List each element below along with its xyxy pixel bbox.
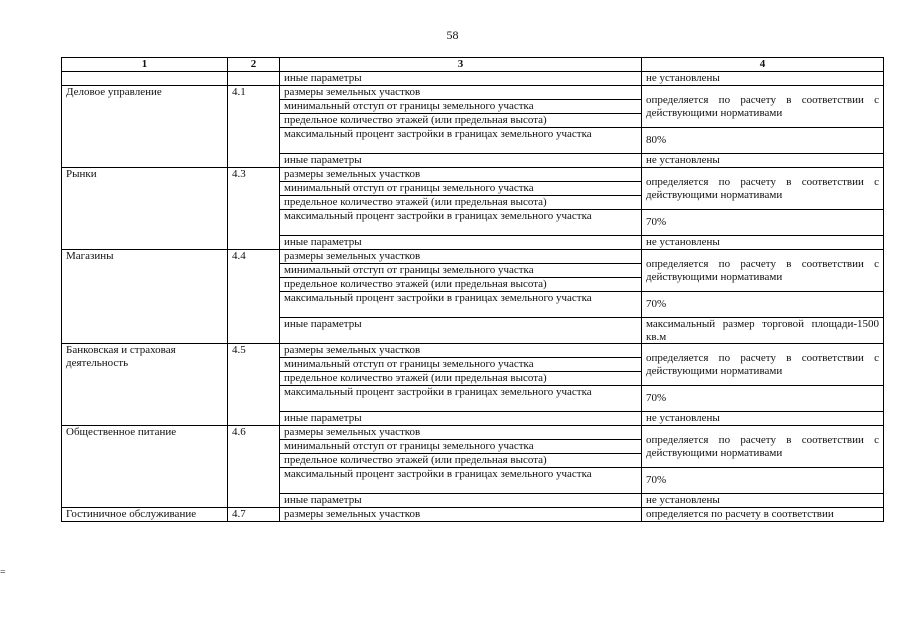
param-cell: минимальный отступ от границы земельного участка: [280, 358, 642, 372]
column-header-1: 1: [62, 58, 228, 72]
column-header-2: 2: [228, 58, 280, 72]
param-cell: размеры земельных участков: [280, 426, 642, 440]
param-cell: максимальный процент застройки в границах земельного участка: [280, 292, 642, 318]
other-value-cell: не установлены: [642, 494, 884, 508]
use-name-cell: Деловое управление: [62, 86, 228, 168]
use-code-cell: 4.6: [228, 426, 280, 508]
use-name-cell: Банковская и страховая деятельность: [62, 344, 228, 426]
calc-value-cell: определяется по расчету в соответствии с действующими нормативами: [642, 344, 884, 386]
use-code-cell: 4.3: [228, 168, 280, 250]
param-cell: иные параметры: [280, 494, 642, 508]
empty-cell: [62, 72, 228, 86]
percent-cell: 70%: [642, 386, 884, 412]
use-name-cell: Магазины: [62, 250, 228, 344]
calc-value-cell: определяется по расчету в соответствии: [642, 508, 884, 522]
param-cell: иные параметры: [280, 412, 642, 426]
param-cell: максимальный процент застройки в границах земельного участка: [280, 386, 642, 412]
param-cell: минимальный отступ от границы земельного участка: [280, 264, 642, 278]
table-row: [62, 250, 884, 264]
percent-cell: 70%: [642, 468, 884, 494]
param-cell: иные параметры: [280, 318, 642, 344]
param-cell: максимальный процент застройки в границах земельного участка: [280, 128, 642, 154]
use-name-cell: Общественное питание: [62, 426, 228, 508]
margin-mark: =: [0, 567, 6, 578]
zoning-parameters-table: [61, 57, 884, 522]
table-row: [62, 86, 884, 100]
param-cell: предельное количество этажей (или предельная высота): [280, 372, 642, 386]
use-name-cell: Рынки: [62, 168, 228, 250]
page-number: 58: [446, 28, 459, 42]
param-cell: минимальный отступ от границы земельного участка: [280, 440, 642, 454]
param-cell: предельное количество этажей (или предельная высота): [280, 278, 642, 292]
use-code-cell: 4.1: [228, 86, 280, 168]
param-cell: минимальный отступ от границы земельного участка: [280, 182, 642, 196]
empty-cell: [228, 72, 280, 86]
table-row: [62, 344, 884, 358]
use-name-cell: Гостиничное обслуживание: [62, 508, 228, 522]
table-row: [62, 426, 884, 440]
calc-value-cell: определяется по расчету в соответствии с действующими нормативами: [642, 168, 884, 210]
percent-cell: 70%: [642, 292, 884, 318]
param-cell: максимальный процент застройки в границах земельного участка: [280, 468, 642, 494]
column-header-4: 4: [642, 58, 884, 72]
param-cell: иные параметры: [280, 72, 642, 86]
param-cell: размеры земельных участков: [280, 168, 642, 182]
param-cell: максимальный процент застройки в границах земельного участка: [280, 210, 642, 236]
calc-value-cell: определяется по расчету в соответствии с действующими нормативами: [642, 426, 884, 468]
param-cell: предельное количество этажей (или предельная высота): [280, 196, 642, 210]
column-header-3: 3: [280, 58, 642, 72]
param-cell: размеры земельных участков: [280, 250, 642, 264]
use-code-cell: 4.5: [228, 344, 280, 426]
calc-value-cell: определяется по расчету в соответствии с действующими нормативами: [642, 86, 884, 128]
param-cell: размеры земельных участков: [280, 344, 642, 358]
table-row: [62, 508, 884, 522]
param-cell: иные параметры: [280, 154, 642, 168]
calc-value-cell: определяется по расчету в соответствии с действующими нормативами: [642, 250, 884, 292]
value-cell: не установлены: [642, 72, 884, 86]
use-code-cell: 4.4: [228, 250, 280, 344]
percent-cell: 70%: [642, 210, 884, 236]
param-cell: предельное количество этажей (или предельная высота): [280, 114, 642, 128]
param-cell: предельное количество этажей (или предельная высота): [280, 454, 642, 468]
use-code-cell: 4.7: [228, 508, 280, 522]
other-value-cell: не установлены: [642, 154, 884, 168]
percent-cell: 80%: [642, 128, 884, 154]
param-cell: иные параметры: [280, 236, 642, 250]
other-value-cell: не установлены: [642, 412, 884, 426]
param-cell: минимальный отступ от границы земельного участка: [280, 100, 642, 114]
param-cell: размеры земельных участков: [280, 86, 642, 100]
table-row: [62, 168, 884, 182]
continuation-row: [62, 72, 884, 86]
other-value-cell: максимальный размер торговой площади-1500 кв.м: [642, 318, 884, 344]
header-row: [62, 58, 884, 72]
param-cell: размеры земельных участков: [280, 508, 642, 522]
other-value-cell: не установлены: [642, 236, 884, 250]
